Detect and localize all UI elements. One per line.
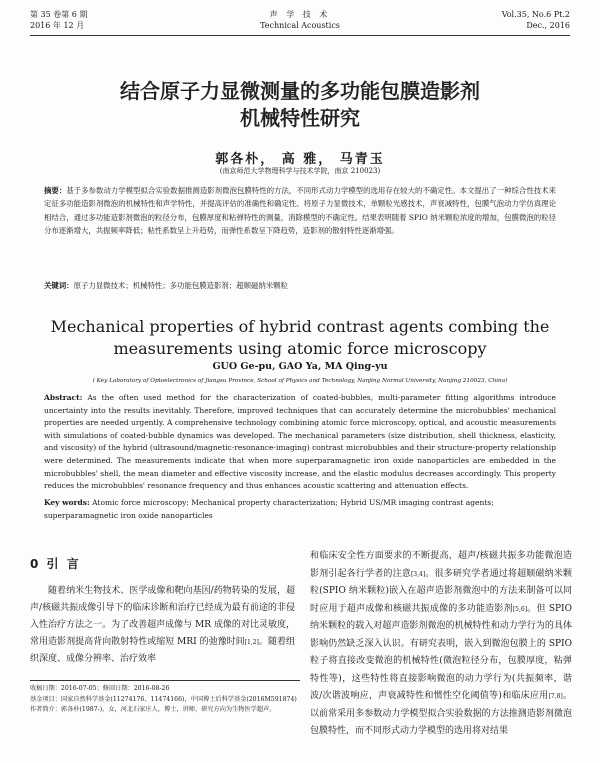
cn-keywords-text: 原子力显微技术；机械特性；多功能包膜造影剂；超顺磁纳米颗粒 (73, 281, 288, 290)
citation: [7,8] (548, 693, 563, 700)
en-title (0, 316, 600, 360)
cn-title-line2: 机械特性研究 (240, 106, 360, 130)
intro-right-text3: 。但 SPIO 纳米颗粒的载入对超声造影剂微泡的机械特性和动力学行为的具体影响仍然缺乏深入认识。有研究表明，嵌入到微泡包膜上的 SPIO 粒子将直接改变微泡的机械特性(微泡粒径分布，包膜厚度，粘弹特性等)，这些特性将直接影响微泡的动力学行为(共振频率，谐波/次谐波响应，声衰减特性和惯性空化阈值等)和临床应用 (310, 603, 572, 701)
body-left-column (30, 548, 295, 668)
header-center (30, 9, 570, 31)
citation: [1,2] (244, 639, 259, 646)
page-header (30, 5, 570, 36)
en-abstract-label: Abstract: (44, 393, 83, 402)
citation: [5,6] (512, 605, 528, 613)
cn-affiliation: (南京师范大学物理科学与技术学院，南京 210023) (219, 167, 381, 175)
date-en: Dec., 2016 (526, 21, 570, 30)
cn-abstract-label: 摘要： (44, 186, 67, 195)
journal-en: Technical Acoustics (260, 21, 340, 30)
en-title-line2: measurements using atomic force microscopy (113, 339, 487, 358)
en-keywords-text: Atomic force microscopy; Mechanical property characterization; Hybrid US/MR imaging contrast agents; superparamagnetic iron oxide nanoparticles (44, 498, 494, 520)
date-cn: 2016 年 12 月 (30, 21, 85, 30)
cn-authors: 郭各朴， 高 雅， 马青玉 (215, 152, 385, 167)
cn-title (0, 78, 600, 132)
en-keywords-label: Key words: (44, 498, 90, 507)
volume-en: Vol.35, No.6 Pt.2 (501, 10, 570, 19)
cn-abstract-text: 基于多参数动力学模型拟合实验数据推测造影剂微泡包膜特性的方法，不同形式动力学模型的选用存在较大的不确定性。本文提出了一种综合性技术来定征多功能造影剂微泡的机械特性和声学特性，并提高评估的准确性和确定性。将原子力显微技术，单颗粒光感技术，声衰减特性，包膜气泡动力学仿真理论相结合，通过多功能造影剂微泡的粒径分布，包膜厚度和粘弹特性的测量，消除模型的不确定性。结果表明随着 SPIO 纳米颗粒浓度的增加，包膜微泡的粒径分布逐渐增大，共振频率降低；粘性系数呈上升趋势，而弹性系数呈下降趋势，造影剂的散射特性逐渐增强。 (44, 186, 556, 235)
cn-keywords (44, 280, 556, 292)
citation: [3,4] (410, 570, 426, 578)
en-abstract-text: As the often used method for the characterization of coated-bubbles, multi-parameter fitting algorithms introduce uncertainty into the results inevitably. Therefore, improved techniques that can accurately determine the microbubbles' mechanical properties are needed urgently. A comprehensive technology combining atomic force microscopy, optical, and acoustic measurements with simulations of coated-bubble dynamics was developed. The mechanical parameters (size distribution, shell thickness, elasticity, and viscosity) of the hybrid (ultrasound/magnetic-resonance-imaging) contrast microbubbles and their structure-property relationship were determined. The measurements indicate that when more superparamagnetic iron oxide nanoparticles are embedded in the microbubbles' shell, the mean diameter and effective viscosity increase, and the elastic modulus decreases accordingly. This property reduces the microbubbles' resonance frequency and thus enhances acoustic scattering and attenuation effects. (44, 393, 556, 491)
footnote (30, 680, 300, 716)
footnote-funding: 基金项目：国家自然科学基金(11274176、11474166)，中国博士后科学基金(2016M591874) (30, 695, 297, 703)
intro-right-text2: 。很多研究学者通过将超顺磁纳米颗粒(SPIO 纳米颗粒)嵌入在超声造影剂微泡中的方法来制备可以同时应用于超声成像和核磁共振成像的多功能造影剂 (310, 568, 572, 614)
intro-right-text1: 和临床安全性方面要求的不断提高，超声/核磁共振多功能微泡造影剂引起各行学者的注意 (310, 551, 572, 579)
intro-left-text: 随着纳米生物技术、医学成像和靶向基因/药物转染的发展，超声/核磁共振成像引导下的临床诊断和治疗已经成为最有前途的非侵入性治疗方法之一。为了改善超声成像与 MR 成像的对比灵敏度，常用造影剂提高背向散射特性或缩短 MRI 的弛豫时间 (30, 586, 295, 647)
en-title-line1: Mechanical properties of hybrid contrast agents combing the (50, 317, 550, 336)
volume-cn: 第 35 卷第 6 期 (30, 10, 88, 19)
body-right-column (310, 548, 572, 741)
intro-left-text2: 。随着组织深度、成像分辨率、治疗效率 (30, 637, 295, 664)
en-authors: GUO Ge-pu, GAO Ya, MA Qing-yu (212, 361, 388, 372)
en-affiliation: ( Key Laboratory of Optoelectronics of Jiangsu Province, School of Physics and Technology, Nanjing Normal University, Nanjing 210023, China) (92, 378, 508, 384)
intro-right-text4: 。以前常采用多参数动力学模型拟合实验数据的方法推测造影剂微泡包膜特性，而不同形式动力学模型的选用将对结果 (310, 691, 572, 736)
journal-cn: 声 学 技 术 (269, 10, 331, 19)
en-abstract (44, 392, 556, 493)
footnote-received: 收稿日期：2016-07-05；修回日期：2016-08-26 (30, 685, 170, 692)
cn-abstract (44, 184, 556, 237)
header-right (502, 9, 570, 31)
en-keywords (44, 497, 556, 522)
intro-paragraph-left (30, 583, 295, 668)
section-heading-intro: 0 引 言 (30, 557, 81, 571)
cn-keywords-label: 关键词： (44, 281, 74, 290)
cn-title-line1: 结合原子力显微测量的多功能包膜造影剂 (120, 79, 480, 103)
footnote-author: 作者简介：郭各朴(1987-)，女，河北石家庄人，博士，讲师，研究方向为生物医学超声。 (30, 706, 276, 713)
